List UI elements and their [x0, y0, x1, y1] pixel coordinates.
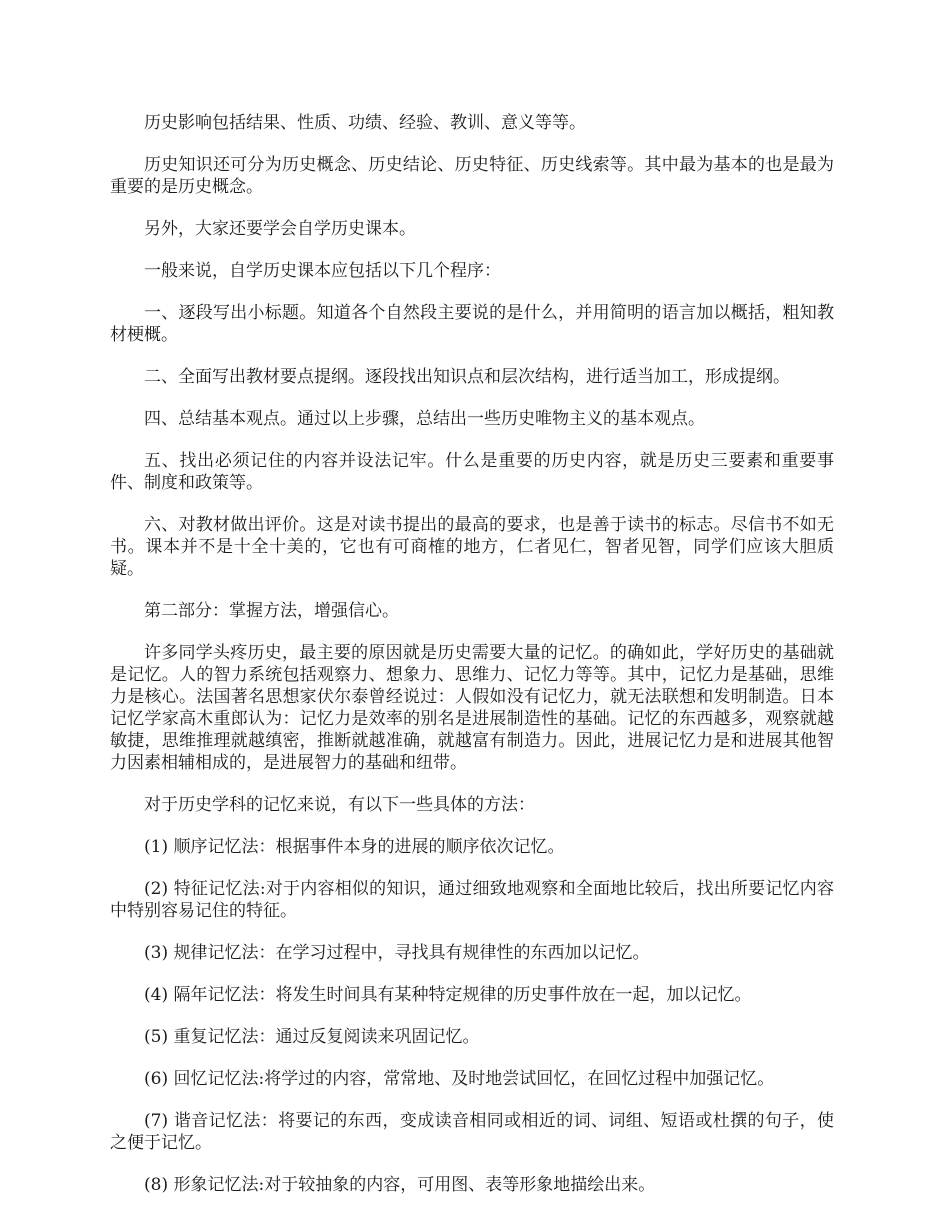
list-item: (5) 重复记忆法：通过反复阅读来巩固记忆。: [144, 1027, 480, 1047]
list-item: (6) 回忆记忆法:将学过的内容，常常地、及时地尝试回忆，在回忆过程中加强记忆。: [144, 1069, 775, 1089]
list-item: (7) 谐音记忆法：将要记的东西，变成读音相同或相近的词、词组、短语或杜撰的句子，使之便于记忆。: [110, 1111, 834, 1153]
list-item: (2) 特征记忆法:对于内容相似的知识，通过细致地观察和全面地比较后，找出所要记忆内容中特别容易记住的特征。: [110, 879, 834, 921]
list-item: (4) 隔年记忆法：将发生时间具有某种特定规律的历史事件放在一起，加以记忆。: [144, 985, 752, 1005]
paragraph: 历史影响包括结果、性质、功绩、经验、教训、意义等等。: [144, 113, 586, 133]
list-item: (1) 顺序记忆法：根据事件本身的进展的顺序依次记忆。: [144, 837, 565, 857]
paragraph: 六、对教材做出评价。这是对读书提出的最高的要求，也是善于读书的标志。尽信书不如无书。课本并不是十全十美的，它也有可商榷的地方，仁者见仁，智者见智，同学们应该大胆质疑。: [110, 515, 834, 579]
paragraph: 对于历史学科的记忆来说，有以下一些具体的方法：: [144, 795, 535, 815]
paragraph: 历史知识还可分为历史概念、历史结论、历史特征、历史线索等。其中最为基本的也是最为重要的是历史概念。: [110, 155, 834, 197]
paragraph: 五、找出必须记住的内容并设法记牢。什么是重要的历史内容，就是历史三要素和重要事件、制度和政策等。: [110, 451, 834, 493]
document-body: [110, 112, 834, 1216]
paragraph: 许多同学头疼历史，最主要的原因就是历史需要大量的记忆。的确如此，学好历史的基础就是记忆。人的智力系统包括观察力、想象力、思维力、记忆力等等。其中，记忆力是基础，思维力是核心。法国著名思想家伏尔泰曾经说过：人假如没有记忆力，就无法联想和发明制造。日本记忆学家高木重郎认为：记忆力是效率的别名是进展制造性的基础。记忆的东西越多，观察就越敏捷，思维推理就越缜密，推断就越准确，就越富有制造力。因此，进展记忆力是和进展其他智力因素相辅相成的，是进展智力的基础和纽带。: [110, 643, 834, 773]
paragraph: 一般来说，自学历史课本应包括以下几个程序：: [144, 261, 501, 281]
list-item: (3) 规律记忆法：在学习过程中，寻找具有规律性的东西加以记忆。: [144, 943, 650, 963]
list-item: (8) 形象记忆法:对于较抽象的内容，可用图、表等形象地描绘出来。: [144, 1175, 656, 1195]
section-heading: 第二部分：掌握方法，增强信心。: [144, 601, 399, 621]
paragraph: 一、逐段写出小标题。知道各个自然段主要说的是什么，并用简明的语言加以概括，粗知教材梗概。: [110, 303, 834, 345]
paragraph: 四、总结基本观点。通过以上步骤，总结出一些历史唯物主义的基本观点。: [144, 409, 705, 429]
paragraph: 二、全面写出教材要点提纲。逐段找出知识点和层次结构，进行适当加工，形成提纲。: [144, 367, 790, 387]
paragraph: 另外，大家还要学会自学历史课本。: [144, 219, 416, 239]
